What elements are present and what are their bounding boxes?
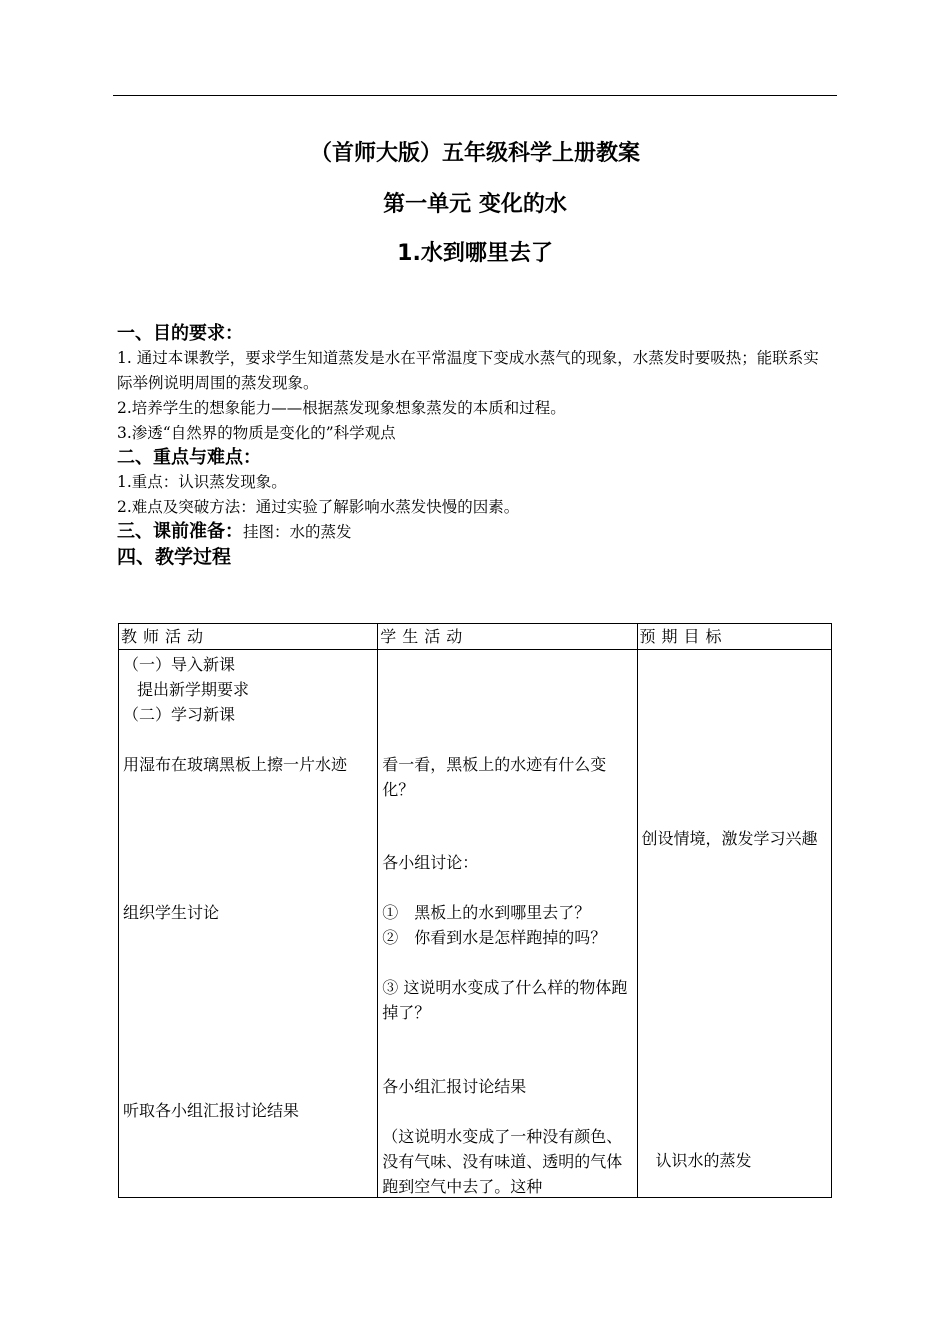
section-heading-preparation [117,520,839,544]
student-conclusion: （这说明水变成了一种没有颜色、没有气味、没有味道、透明的气体跑到空气中去了。这种 [382,1127,623,1196]
student-report: 各小组汇报讨论结果 [382,1077,527,1096]
teacher-step-intro: （一）导入新课 [123,655,236,674]
student-group-discussion: 各小组讨论： [382,853,479,872]
preparation-label: 三、课前准备： [117,521,243,542]
teacher-step-discussion: 组织学生讨论 [123,903,220,922]
unit-title: 第一单元 变化的水 [383,192,567,217]
focus-point: 1.重点：认识蒸发现象。 [117,473,287,491]
header-rule [113,95,837,96]
objective-1: 1. 通过本课教学，要求学生知道蒸发是水在平常温度下变成水蒸气的现象，水蒸发时要吸热；能联系实 [117,349,819,367]
section-heading-focus: 二、重点与难点： [117,447,261,468]
teacher-step-new-lesson: （二）学习新课 [123,705,236,724]
objective-3: 3.渗透“自然界的物质是变化的”科学观点 [117,424,396,442]
teacher-step-wipe-board: 用湿布在玻璃黑板上擦一片水迹 [123,755,348,774]
objective-2: 2.培养学生的想象能力——根据蒸发现象想象蒸发的本质和过程。 [117,399,566,417]
teacher-step-requirements: 提出新学期要求 [137,680,250,699]
student-question-1: ① 黑板上的水到哪里去了？ [382,903,591,922]
teacher-activity-cell [119,650,378,1198]
header-teacher-activity: 教师活动 [119,624,378,650]
student-activity-cell [378,650,637,1198]
goal-interest: 创设情境，激发学习兴趣 [641,829,818,848]
document-title: （首师大版）五年级科学上册教案 [309,141,640,166]
difficulty-point: 2.难点及突破方法：通过实验了解影响水蒸发快慢的因素。 [117,498,520,516]
goal-evaporation: 认识水的蒸发 [655,1151,752,1170]
header-student-activity: 学生活动 [378,624,637,650]
section-heading-objectives: 一、目的要求： [117,323,243,344]
table-header-row [119,624,832,650]
lesson-body [117,322,839,571]
teaching-process-table [118,623,832,1198]
objective-1-cont: 际举例说明周围的蒸发现象。 [117,374,319,392]
table-row [119,650,832,1198]
lesson-title: 1.水到哪里去了 [397,241,553,266]
student-question-2: ② 你看到水是怎样跑掉的吗？ [382,928,607,947]
header-expected-goal: 预期目标 [637,624,831,650]
preparation-text: 挂图：水的蒸发 [243,523,352,541]
teacher-step-listen-reports: 听取各小组汇报讨论结果 [123,1101,300,1120]
expected-goal-cell [637,650,831,1198]
student-question-3: ③ 这说明水变成了什么样的物体跑掉了？ [382,978,628,1022]
section-heading-process: 四、教学过程 [117,546,232,568]
student-observe: 看一看，黑板上的水迹有什么变化？ [382,755,607,799]
